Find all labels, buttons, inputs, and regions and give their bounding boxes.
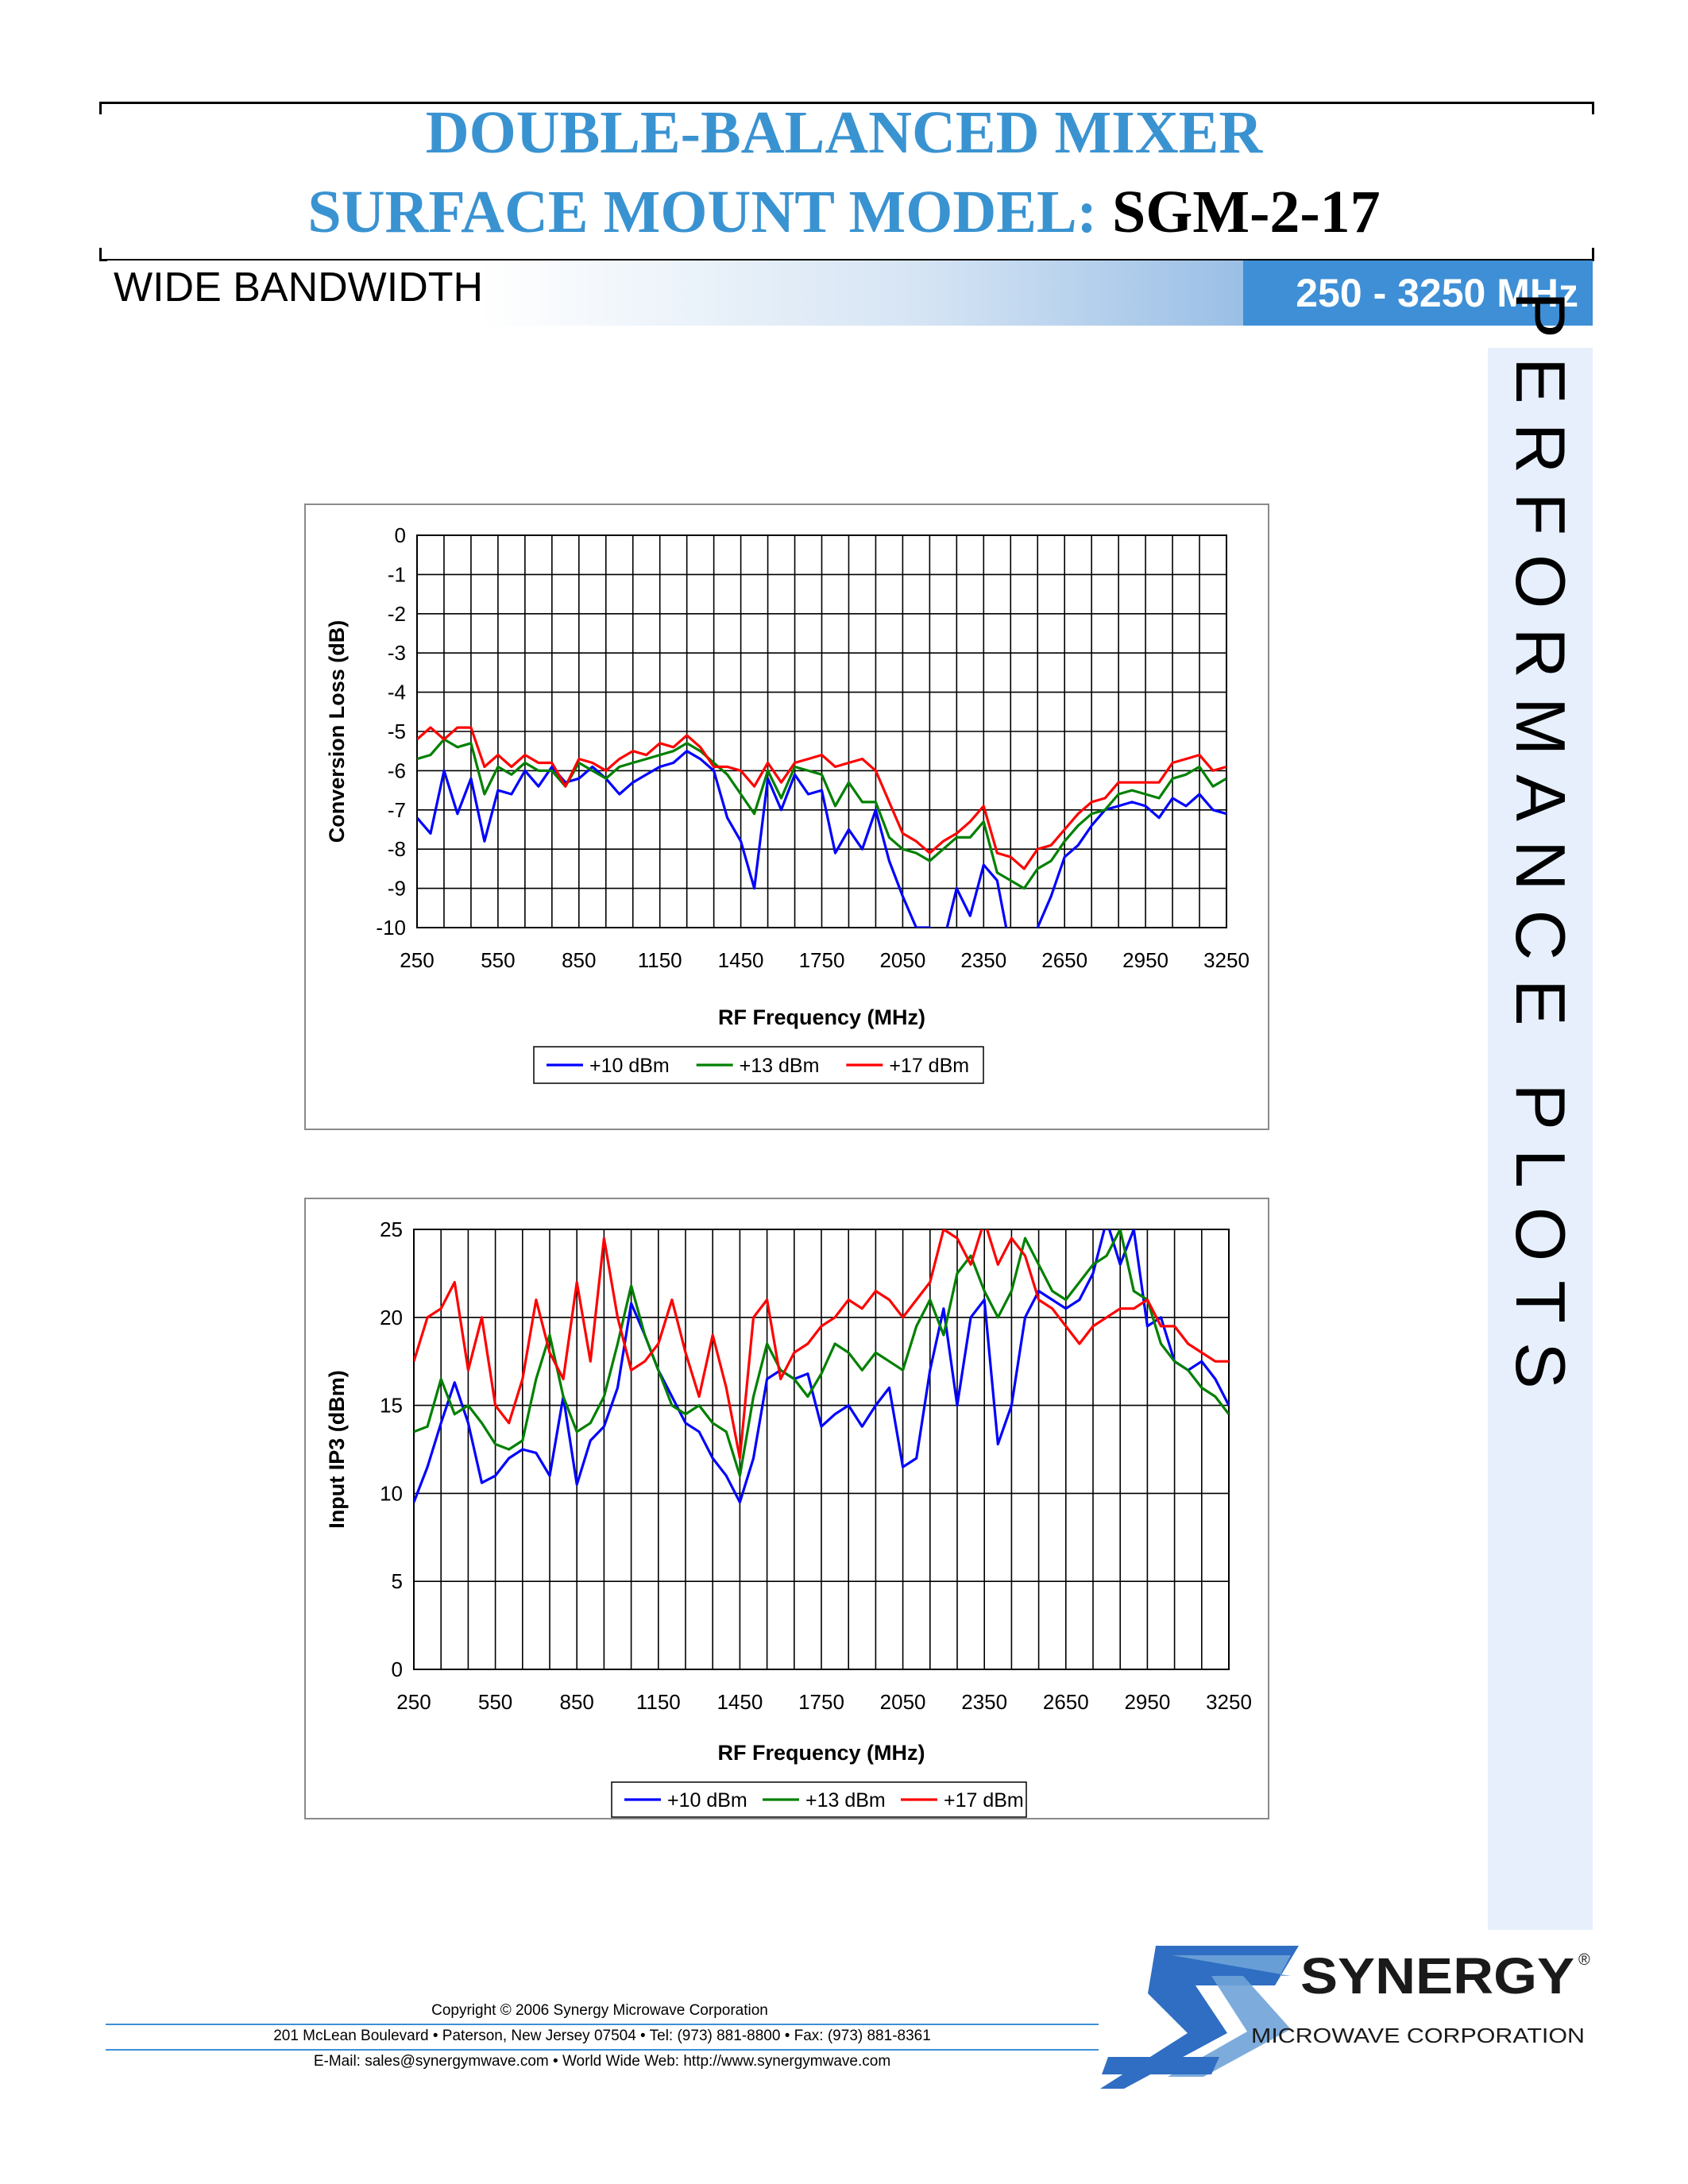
- y-tick-label: -5: [387, 720, 406, 743]
- x-tick-label: 1750: [798, 1690, 844, 1714]
- x-tick-label: 2950: [1122, 948, 1169, 972]
- conversion-loss-chart: [304, 504, 1269, 1130]
- page-title-line1: DOUBLE-BALANCED MIXER: [425, 99, 1263, 166]
- x-tick-label: 2350: [960, 948, 1007, 972]
- legend: [612, 1782, 1026, 1817]
- legend-label: +13 dBm: [805, 1789, 886, 1812]
- logo-mark-stripe: [1102, 2057, 1219, 2074]
- y-axis-label: Input IP3 (dBm): [325, 1370, 349, 1529]
- y-tick-label: -4: [387, 680, 406, 704]
- x-tick-label: 850: [559, 1690, 594, 1714]
- title-prefix: SURFACE MOUNT MODEL:: [307, 179, 1112, 245]
- y-tick-label: -6: [387, 758, 406, 783]
- x-tick-label: 2950: [1124, 1690, 1171, 1714]
- x-tick-label: 850: [562, 948, 597, 972]
- y-tick-label: 20: [380, 1305, 403, 1329]
- x-tick-label: 2050: [879, 948, 926, 972]
- x-tick-label: 1750: [798, 948, 845, 972]
- x-tick-label: 1150: [635, 1690, 681, 1714]
- legend-label: +10 dBm: [589, 1055, 670, 1077]
- y-tick-label: 10: [380, 1481, 403, 1506]
- y-tick-label: 15: [380, 1393, 403, 1418]
- x-tick-label: 250: [400, 948, 435, 972]
- x-tick-label: 250: [396, 1690, 431, 1714]
- conversion-loss-plot: [306, 505, 1271, 1132]
- header-bottom-left-tick: [99, 248, 102, 260]
- x-tick-label: 550: [477, 1690, 513, 1714]
- y-tick-label: -9: [387, 876, 406, 901]
- input-ip3-plot: [306, 1199, 1271, 1821]
- footer-rule-top: [106, 2024, 1099, 2025]
- side-label: PERFORMANCE PLOTS: [1501, 291, 1580, 1408]
- y-tick-label: 5: [391, 1569, 403, 1594]
- logo-registered-mark: ®: [1578, 1951, 1590, 1969]
- legend-label: +13 dBm: [739, 1055, 820, 1077]
- y-tick-label: -10: [376, 916, 406, 940]
- x-tick-label: 550: [481, 948, 516, 972]
- legend-label: +10 dBm: [667, 1789, 747, 1812]
- y-tick-label: -2: [387, 601, 406, 626]
- input-ip3-chart: [304, 1198, 1269, 1819]
- y-tick-label: -1: [387, 562, 406, 587]
- address-text: 201 McLean Boulevard • Paterson, New Jersey 07504 • Tel: (973) 881-8800 • Fax: (973) 881-8361: [273, 2028, 931, 2044]
- web-text: E-Mail: sales@synergymwave.com • World Wide Web: http://www.synergymwave.com: [313, 2053, 891, 2070]
- x-tick-label: 3250: [1203, 948, 1250, 972]
- gridlines: [414, 1229, 1229, 1669]
- x-tick-label: 1150: [637, 948, 682, 972]
- y-tick-label: 25: [380, 1217, 403, 1241]
- legend: [534, 1047, 983, 1083]
- copyright-text: Copyright © 2006 Synergy Microwave Corporation: [431, 2002, 768, 2019]
- bandwidth-label: WIDE BANDWIDTH: [114, 264, 484, 311]
- model-number: SGM-2-17: [1111, 179, 1381, 245]
- x-axis-label: RF Frequency (MHz): [717, 1741, 925, 1765]
- y-axis-label: Conversion Loss (dB): [325, 619, 349, 843]
- y-tick-label: 0: [394, 523, 406, 547]
- y-tick-label: 0: [391, 1657, 403, 1681]
- x-tick-label: 2350: [961, 1690, 1008, 1714]
- header-bottom-right-tick: [1592, 248, 1594, 260]
- frequency-range: 250 - 3250 MHz: [1243, 260, 1593, 326]
- legend-label: +17 dBm: [944, 1789, 1024, 1812]
- x-tick-label: 2650: [1042, 1690, 1089, 1714]
- logo-subtitle: MICROWAVE CORPORATION: [1251, 2024, 1585, 2047]
- legend-label: +17 dBm: [889, 1055, 970, 1077]
- gridlines: [417, 535, 1226, 928]
- x-tick-label: 1450: [717, 948, 764, 972]
- page-title-line2: [0, 178, 1688, 247]
- y-tick-label: -3: [387, 641, 406, 666]
- footer-rule-bottom: [106, 2049, 1099, 2051]
- x-tick-label: 2050: [879, 1690, 926, 1714]
- bandwidth-banner: [107, 260, 1593, 326]
- x-tick-label: 3250: [1206, 1690, 1252, 1714]
- synergy-logo: [1092, 1938, 1601, 2097]
- x-axis-label: RF Frequency (MHz): [717, 1005, 926, 1029]
- y-tick-label: -8: [387, 837, 406, 862]
- logo-wordmark: SYNERGY: [1300, 1947, 1574, 2005]
- x-tick-label: 1450: [717, 1690, 763, 1714]
- y-tick-label: -7: [387, 797, 406, 822]
- x-tick-label: 2650: [1041, 948, 1088, 972]
